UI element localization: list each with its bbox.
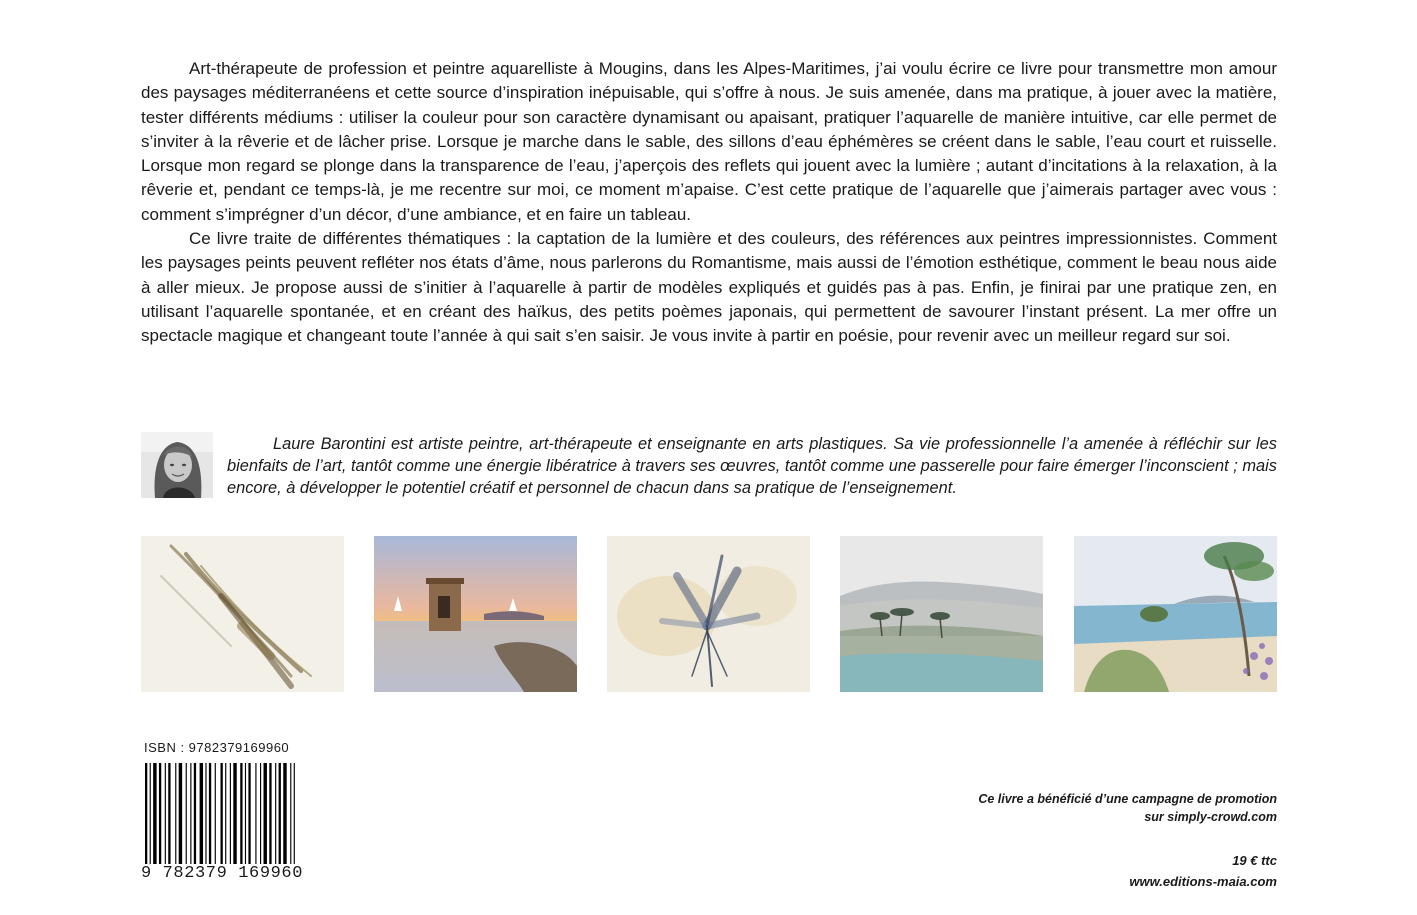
- barcode-bar: [186, 763, 187, 868]
- barcode-bar: [290, 763, 291, 868]
- barcode-bar: [275, 763, 276, 868]
- barcode-bar: [165, 763, 166, 868]
- painting-beach-lavender: [1074, 536, 1277, 692]
- barcode-bar: [194, 763, 196, 868]
- barcode-bar: [294, 763, 295, 868]
- barcode-bar: [153, 763, 156, 868]
- barcode-bar: [175, 763, 176, 868]
- barcode-bar: [190, 763, 191, 868]
- barcode-bar: [209, 763, 211, 868]
- barcode-bar: [159, 763, 161, 868]
- barcode-bar: [248, 763, 250, 868]
- barcode-bar: [255, 763, 256, 868]
- author-bio-text: Laure Barontini est artiste peintre, art-thérapeute et enseignante en arts plastiques. Sa vie professionnelle l’a amenée à réfléchir sur les bienfaits de l’art, tantôt comme une énergie libératrice à travers ses œuvres, tantôt comme une passerelle pour faire émerger l’inconscient ; mais encore, à développer le potentiel créatif et personnel de chacun dans sa pratique de l’enseignement.: [227, 435, 1277, 497]
- barcode-bar: [150, 763, 151, 868]
- back-cover-description: [141, 57, 1277, 349]
- barcode-bar: [269, 763, 271, 868]
- painting-abstract-ochre-strokes: [141, 536, 344, 692]
- isbn-label: ISBN : 9782379169960: [144, 740, 290, 755]
- barcode-bar: [240, 763, 242, 868]
- description-paragraph-1: Art-thérapeute de profession et peintre aquarelliste à Mougins, dans les Alpes-Maritimes, j’ai voulu écrire ce livre pour transmettre mon amour des paysages méditerranéens et cette source d’inspiration inépuisable, qui s’offre à nous. Je suis amenée, dans ma pratique, à jouer avec la matière, tester différents médiums : utiliser la couleur pour son caractère dynamisant ou apaisant, pratiquer l’aquarelle de manière intuitive, car elle permet de s’inviter à la rêverie et de lâcher prise. Lorsque je marche dans le sable, des sillons d’eau éphémères se créent dans le sable, l’eau court et ruisselle. Lorsque mon regard se plonge dans la transparence de l’eau, j’aperçois des reflets qui jouent avec la lumière ; autant d’incitations à la relaxation, à la rêverie et, pendant ce temps-là, je me recentre sur moi, ce moment m’apaise. C’est cette pratique de l’aquarelle que j’aimerais partager avec vous : comment s’imprégner d’un décor, d’une ambiance, et en faire un tableau.: [141, 59, 1277, 224]
- publisher-website: www.editions-maia.com: [1129, 874, 1277, 889]
- promotion-note: [978, 790, 1277, 826]
- barcode-bar: [233, 763, 236, 868]
- barcode-bar: [179, 763, 182, 868]
- description-paragraph-2: Ce livre traite de différentes thématiques : la captation de la lumière et des couleurs, des références aux peintres impressionnistes. Comment les paysages peints peuvent refléter nos états d’âme, nous parlerons du Romantisme, mais aussi de l’émotion esthétique, comment le beau nous aide à aller mieux. Je propose aussi de s’initier à l’aquarelle à partir de modèles expliqués et guidés pas à pas. Enfin, je finirai par une pratique zen, en utilisant l’aquarelle spontanée, et en créant des haïkus, des petits poèmes japonais, qui permettent de savourer l’instant présent. La mer offre un spectacle magique et changeant toute l’année à qui sait s’en saisir. Je vous invite à partir en poésie, pour revenir avec un meilleur regard sur soi.: [141, 229, 1277, 346]
- barcode-bar: [279, 763, 281, 868]
- barcode-bar: [221, 763, 223, 868]
- barcode-bar: [260, 763, 261, 868]
- price: 19 € ttc: [1232, 853, 1277, 868]
- author-bio: [141, 433, 1277, 499]
- barcode-bar: [145, 763, 147, 868]
- barcode-bar: [283, 763, 286, 868]
- barcode-bar: [205, 763, 206, 868]
- barcode-bar: [225, 763, 226, 868]
- barcode-bar: [200, 763, 203, 868]
- barcode-bar: [264, 763, 267, 868]
- barcode-bar: [215, 763, 216, 868]
- painting-sunset-tower: [374, 536, 577, 692]
- painting-abstract-blue-flower: [607, 536, 810, 692]
- painting-coastal-pines: [840, 536, 1043, 692]
- promotion-line-2: sur simply-crowd.com: [1144, 810, 1277, 824]
- painting-gallery: [141, 536, 1277, 692]
- barcode-bar: [168, 763, 170, 868]
- barcode-bar: [230, 763, 231, 868]
- price-and-website: [1129, 850, 1277, 892]
- barcode-bar: [245, 763, 246, 868]
- promotion-line-1: Ce livre a bénéficié d’une campagne de promotion: [978, 792, 1277, 806]
- barcode-digits: 9 782379 169960: [141, 864, 304, 883]
